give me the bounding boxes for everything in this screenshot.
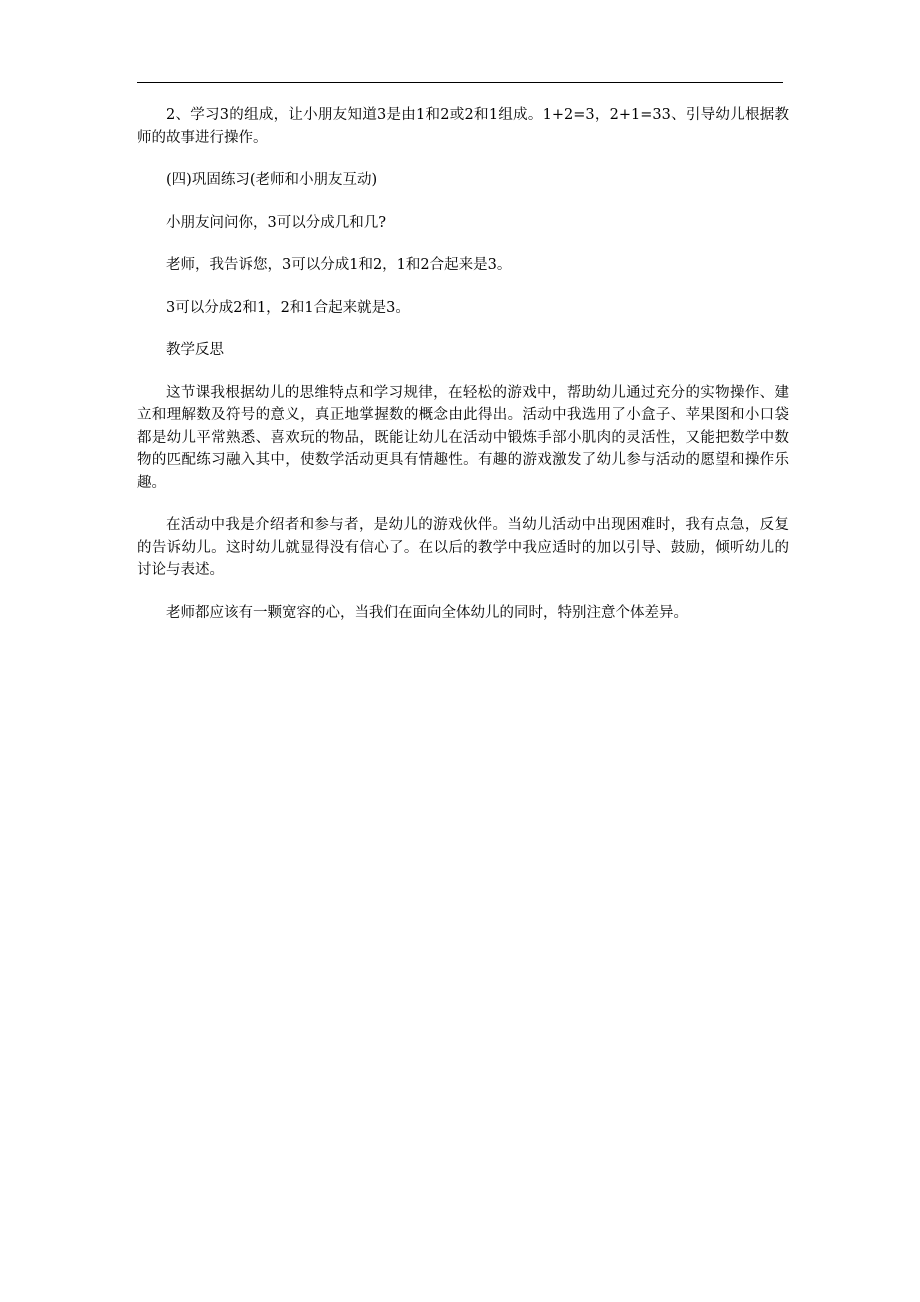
header-rule xyxy=(137,82,783,83)
paragraph-reflection-one: 这节课我根据幼儿的思维特点和学习规律，在轻松的游戏中，帮助幼儿通过充分的实物操作、建立和理解数及符号的意义，真正地掌握数的概念由此得出。活动中我选用了小盒子、苹果图和小口袋都是幼儿平常熟悉、喜欢玩的物品，既能让幼儿在活动中锻炼手部小肌肉的灵活性，又能把数学中数物的匹配练习融入其中，使数学活动更具有情趣性。有趣的游戏激发了幼儿参与活动的愿望和操作乐趣。 xyxy=(137,384,789,491)
paragraph-question: 小朋友问问你，3可以分成几和几? xyxy=(166,214,386,231)
paragraph-reflection-three: 老师都应该有一颗宽容的心，当我们在面向全体幼儿的同时，特别注意个体差异。 xyxy=(166,604,688,621)
section-heading-reflection: 教学反思 xyxy=(166,342,224,358)
section-heading-practice: (四)巩固练习(老师和小朋友互动) xyxy=(166,172,378,188)
paragraph-answer-one: 老师，我告诉您，3可以分成1和2，1和2合起来是3。 xyxy=(166,257,512,273)
paragraph-reflection-two: 在活动中我是介绍者和参与者，是幼儿的游戏伙伴。当幼儿活动中出现困难时，我有点急，反复的告诉幼儿。这时幼儿就显得没有信心了。在以后的教学中我应适时的加以引导、鼓励，倾听幼儿的讨论与表述。 xyxy=(137,517,789,578)
document-body xyxy=(137,104,789,644)
paragraph-composition-of-three: 2、学习3的组成，让小朋友知道3是由1和2或2和1组成。1+2=3，2+1=33、引导幼儿根据教师的故事进行操作。 xyxy=(137,107,789,146)
paragraph-answer-two: 3可以分成2和1，2和1合起来就是3。 xyxy=(166,299,410,316)
